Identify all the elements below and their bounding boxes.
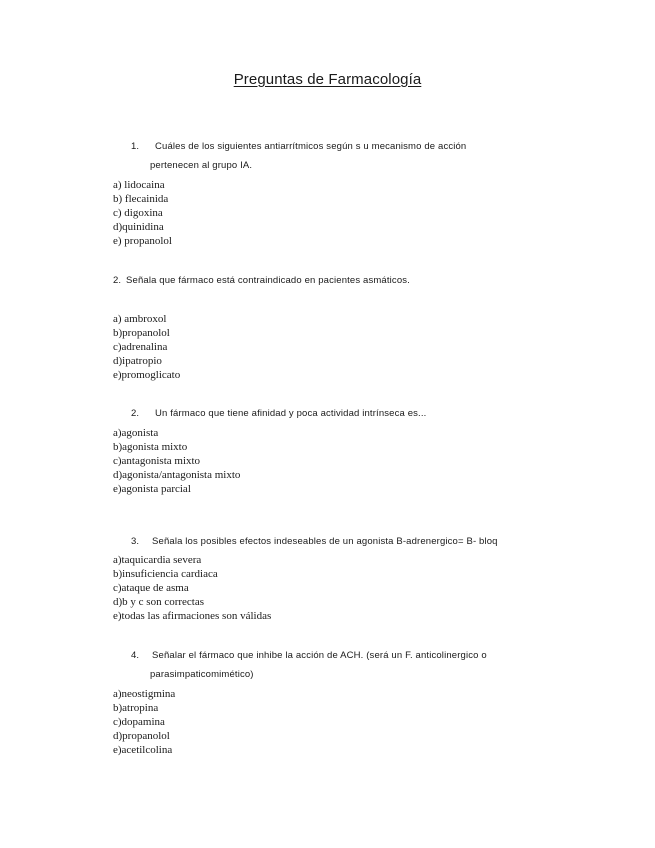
option-d: d)ipatropio [113, 355, 162, 367]
option-c: c)dopamina [113, 716, 165, 728]
question-3-line-1 [131, 408, 426, 420]
question-3-number: 2. [131, 408, 140, 419]
option-d: d)b y c son correctas [113, 596, 205, 608]
question-5-line-1 [131, 650, 487, 662]
option-e: e) propanolol [113, 235, 172, 247]
question-1-text: Cuáles de los siguientes antiarrítmicos según s u mecanismo de acción [155, 141, 467, 152]
option-c: c)ataque de asma [113, 582, 189, 594]
option-e: e)promoglicato [113, 369, 181, 381]
question-1-line-1 [131, 141, 466, 153]
option-b: b)atropina [113, 702, 159, 714]
option-a: a)neostigmina [113, 688, 176, 700]
option-e: e)todas las afirmaciones son válidas [113, 610, 272, 622]
option-b: b)propanolol [113, 327, 170, 339]
question-3-text: Un fármaco que tiene afinidad y poca actividad intrínseca es... [155, 408, 427, 419]
question-4-number: 3. [131, 536, 140, 547]
question-2-options [113, 312, 180, 382]
option-a: a) lidocaina [113, 179, 165, 191]
question-1-number: 1. [131, 141, 140, 152]
option-b: b)insuficiencia cardiaca [113, 568, 218, 580]
option-a: a) ambroxol [113, 313, 167, 325]
question-2-text: Señala que fármaco está contraindicado en pacientes asmáticos. [126, 275, 410, 286]
option-d: d)agonista/antagonista mixto [113, 469, 241, 481]
question-4-text: Señala los posibles efectos indeseables de un agonista B-adrenergico= B- bloq [152, 536, 498, 547]
option-c: c)adrenalina [113, 341, 168, 353]
option-b: b)agonista mixto [113, 441, 188, 453]
question-5-line-2: parasimpaticomimético) [150, 669, 254, 680]
option-b: b) flecainida [113, 193, 169, 205]
question-3-options [113, 426, 240, 496]
option-d: d)propanolol [113, 730, 170, 742]
question-4-line-1 [131, 536, 498, 548]
option-a: a)taquicardia severa [113, 554, 202, 566]
question-1-line-2: pertenecen al grupo IA. [150, 160, 253, 171]
question-2-line-1 [113, 275, 410, 287]
option-d: d)quinidina [113, 221, 164, 233]
page-title: Preguntas de Farmacología [233, 71, 422, 88]
option-c: c)antagonista mixto [113, 455, 201, 467]
option-e: e)agonista parcial [113, 483, 191, 495]
question-5-text: Señalar el fármaco que inhibe la acción de ACH. (será un F. anticolinergico o [152, 650, 487, 661]
question-1-options [113, 178, 172, 248]
question-4-options [113, 553, 271, 623]
question-2-number: 2. [113, 275, 122, 286]
option-c: c) digoxina [113, 207, 163, 219]
option-e: e)acetilcolina [113, 744, 173, 756]
option-a: a)agonista [113, 427, 159, 439]
question-5-number: 4. [131, 650, 140, 661]
question-5-options [113, 687, 175, 757]
